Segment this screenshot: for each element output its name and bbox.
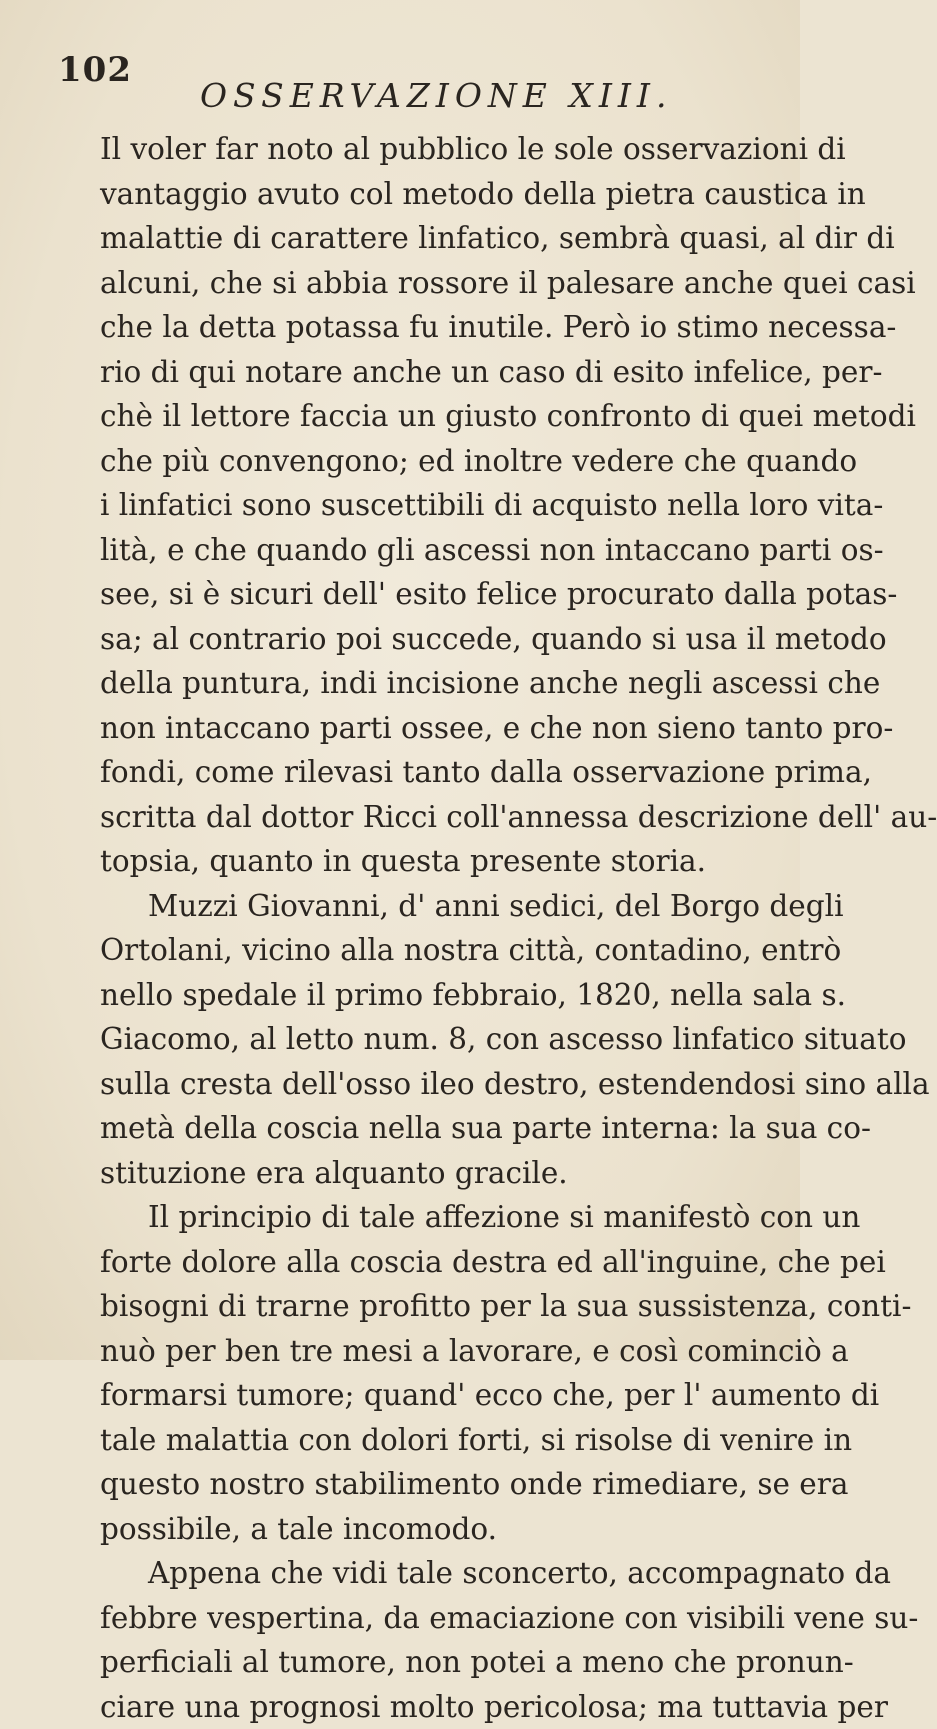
text-line: Ortolani, vicino alla nostra città, contadino, entrò [100, 928, 740, 973]
text-line: della puntura, indi incisione anche negli ascessi che [100, 661, 740, 706]
text-line: tale malattia con dolori forti, si risolse di venire in [100, 1418, 740, 1463]
body-text [100, 127, 740, 1729]
text-line: Giacomo, al letto num. 8, con ascesso linfatico situato [100, 1017, 740, 1062]
text-line: possibile, a tale incomodo. [100, 1507, 740, 1552]
text-line: chè il lettore faccia un giusto confronto di quei metodi [100, 394, 740, 439]
text-line: topsia, quanto in questa presente storia. [100, 839, 740, 884]
text-line: metà della coscia nella sua parte interna: la sua co- [100, 1106, 740, 1151]
running-title: OSSERVAZIONE XIII. [200, 76, 672, 115]
text-line: sa; al contrario poi succede, quando si usa il metodo [100, 617, 740, 662]
text-line: sulla cresta dell'osso ileo destro, estendendosi sino alla [100, 1062, 740, 1107]
text-line: nello spedale il primo febbraio, 1820, nella sala s. [100, 973, 740, 1018]
text-line: fondi, come rilevasi tanto dalla osservazione prima, [100, 750, 740, 795]
text-line: perficiali al tumore, non potei a meno che pronun- [100, 1640, 740, 1685]
text-line: rio di qui notare anche un caso di esito infelice, per- [100, 350, 740, 395]
text-line: forte dolore alla coscia destra ed all'inguine, che pei [100, 1240, 740, 1285]
text-line: malattie di carattere linfatico, sembrà quasi, al dir di [100, 216, 740, 261]
page-header [0, 50, 800, 110]
text-line: alcuni, che si abbia rossore il palesare anche quei casi [100, 261, 740, 306]
text-line: Appena che vidi tale sconcerto, accompagnato da [100, 1551, 740, 1596]
text-line: Il principio di tale affezione si manifestò con un [100, 1195, 740, 1240]
paragraph [100, 1195, 740, 1551]
text-line: scritta dal dottor Ricci coll'annessa descrizione dell' au- [100, 795, 740, 840]
text-line: che la detta potassa fu inutile. Però io stimo necessa- [100, 305, 740, 350]
text-line: lità, e che quando gli ascessi non intaccano parti os- [100, 528, 740, 573]
text-line: febbre vespertina, da emaciazione con visibili vene su- [100, 1596, 740, 1641]
page-number: 102 [58, 50, 132, 90]
text-line: non intaccano parti ossee, e che non sieno tanto pro- [100, 706, 740, 751]
text-line: vantaggio avuto col metodo della pietra caustica in [100, 172, 740, 217]
paragraph [100, 1551, 740, 1729]
text-line: che più convengono; ed inoltre vedere che quando [100, 439, 740, 484]
text-line: Il voler far noto al pubblico le sole osservazioni di [100, 127, 740, 172]
text-line: formarsi tumore; quand' ecco che, per l' aumento di [100, 1373, 740, 1418]
text-line: ciare una prognosi molto pericolosa; ma tuttavia per [100, 1685, 740, 1729]
paragraph [100, 127, 740, 884]
text-line: i linfatici sono suscettibili di acquisto nella loro vita- [100, 483, 740, 528]
text-line: questo nostro stabilimento onde rimediare, se era [100, 1462, 740, 1507]
text-line: bisogni di trarne profitto per la sua sussistenza, conti- [100, 1284, 740, 1329]
text-line: Muzzi Giovanni, d' anni sedici, del Borgo degli [100, 884, 740, 929]
text-line: nuò per ben tre mesi a lavorare, e così cominciò a [100, 1329, 740, 1374]
paragraph [100, 884, 740, 1196]
text-line: see, si è sicuri dell' esito felice procurato dalla potas- [100, 572, 740, 617]
text-line: stituzione era alquanto gracile. [100, 1151, 740, 1196]
